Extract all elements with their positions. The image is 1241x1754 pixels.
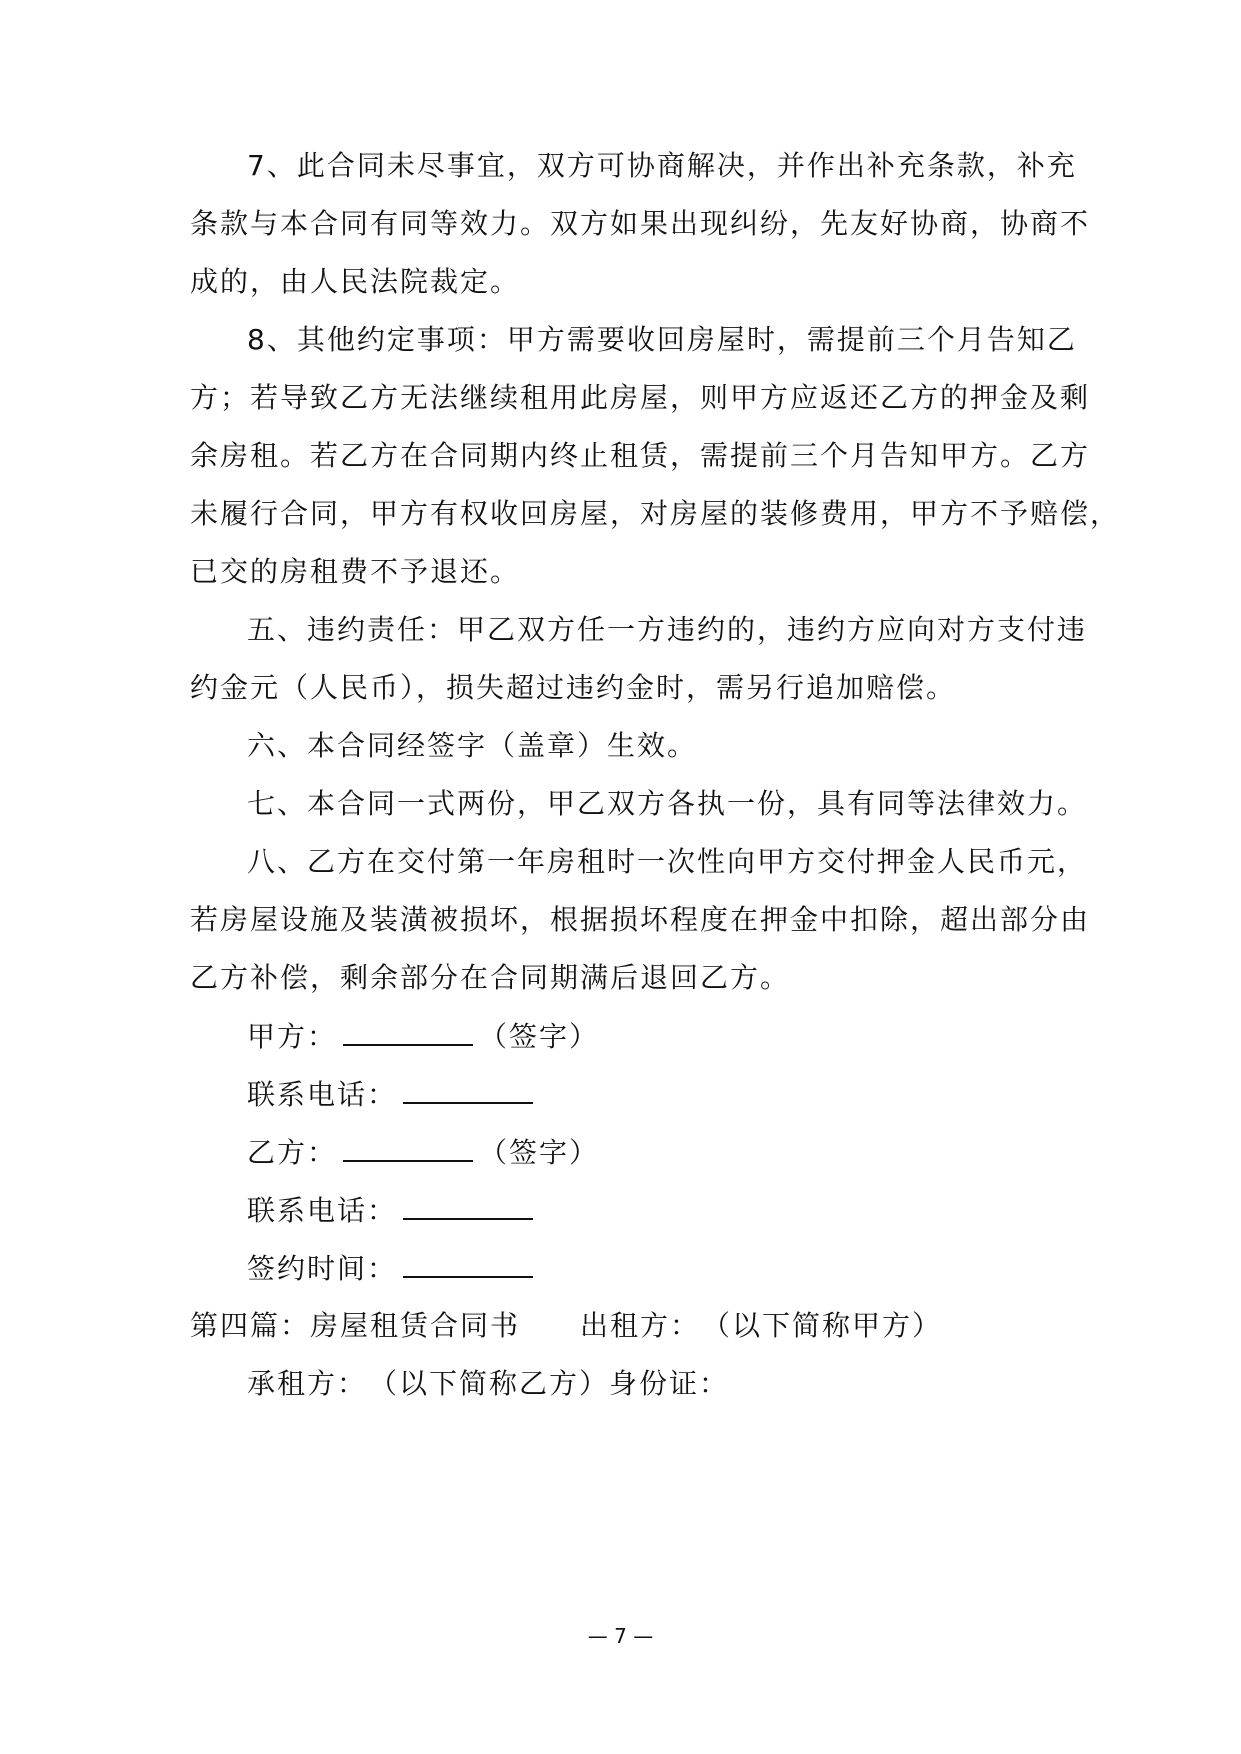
clause-8-line-2: 方；若导致乙方无法继续租用此房屋，则甲方应返还乙方的押金及剩 bbox=[190, 381, 1091, 414]
lessee-line: 承租方： （以下简称乙方）身份证： bbox=[247, 1367, 730, 1400]
clause-7-line-2: 条款与本合同有同等效力。双方如果出现纠纷，先友好协商，协商不 bbox=[190, 207, 1091, 240]
party-a-phone-blank[interactable] bbox=[403, 1076, 533, 1104]
party-b-phone-line bbox=[247, 1192, 539, 1232]
section-5-line-1: 五、违约责任：甲乙双方任一方违约的，违约方应向对方支付违 bbox=[247, 613, 1088, 646]
clause-7-line-1: 7、此合同未尽事宜，双方可协商解决，并作出补充条款，补充 bbox=[247, 149, 1077, 182]
next-section-title: 第四篇：房屋租赁合同书 bbox=[190, 1309, 521, 1342]
party-b-signature-blank[interactable] bbox=[343, 1134, 473, 1162]
clause-8-line-5: 已交的房租费不予退还。 bbox=[190, 555, 521, 588]
signing-date-label: 签约时间： bbox=[247, 1252, 398, 1285]
party-a-phone-label: 联系电话： bbox=[247, 1078, 398, 1111]
party-a-phone-line bbox=[247, 1076, 539, 1116]
signing-date-line bbox=[247, 1250, 539, 1290]
clause-8-line-1: 8、其他约定事项：甲方需要收回房屋时，需提前三个月告知乙 bbox=[247, 323, 1077, 356]
party-a-sign-suffix: （签字） bbox=[479, 1020, 600, 1053]
section-6-line-1: 六、本合同经签字（盖章）生效。 bbox=[247, 729, 698, 762]
lessor-line: 出租方： （以下简称甲方） bbox=[580, 1309, 943, 1342]
section-8-line-2: 若房屋设施及装潢被损坏，根据损坏程度在押金中扣除，超出部分由 bbox=[190, 903, 1091, 936]
page-number: — 7 — bbox=[587, 1624, 654, 1648]
next-section-header bbox=[190, 1308, 942, 1348]
party-a-label: 甲方： bbox=[247, 1020, 338, 1053]
party-b-label: 乙方： bbox=[247, 1136, 338, 1169]
clause-8-line-3: 余房租。若乙方在合同期内终止租赁，需提前三个月告知甲方。乙方 bbox=[190, 439, 1091, 472]
clause-7-line-3: 成的，由人民法院裁定。 bbox=[190, 265, 521, 298]
party-a-signature-line bbox=[247, 1018, 599, 1058]
section-5-line-2: 约金元（人民币），损失超过违约金时，需另行追加赔偿。 bbox=[190, 671, 957, 704]
signing-date-blank[interactable] bbox=[403, 1250, 533, 1278]
section-8-line-3: 乙方补偿，剩余部分在合同期满后退回乙方。 bbox=[190, 961, 791, 994]
clause-8-line-4: 未履行合同，甲方有权收回房屋，对房屋的装修费用，甲方不予赔偿， bbox=[190, 497, 1121, 530]
section-7-line-1: 七、本合同一式两份，甲乙双方各执一份，具有同等法律效力。 bbox=[247, 787, 1088, 820]
party-b-sign-suffix: （签字） bbox=[479, 1136, 600, 1169]
party-b-signature-line bbox=[247, 1134, 599, 1174]
section-8-line-1: 八、乙方在交付第一年房租时一次性向甲方交付押金人民币元， bbox=[247, 845, 1088, 878]
party-a-signature-blank[interactable] bbox=[343, 1018, 473, 1046]
party-b-phone-blank[interactable] bbox=[403, 1192, 533, 1220]
party-b-phone-label: 联系电话： bbox=[247, 1194, 398, 1227]
